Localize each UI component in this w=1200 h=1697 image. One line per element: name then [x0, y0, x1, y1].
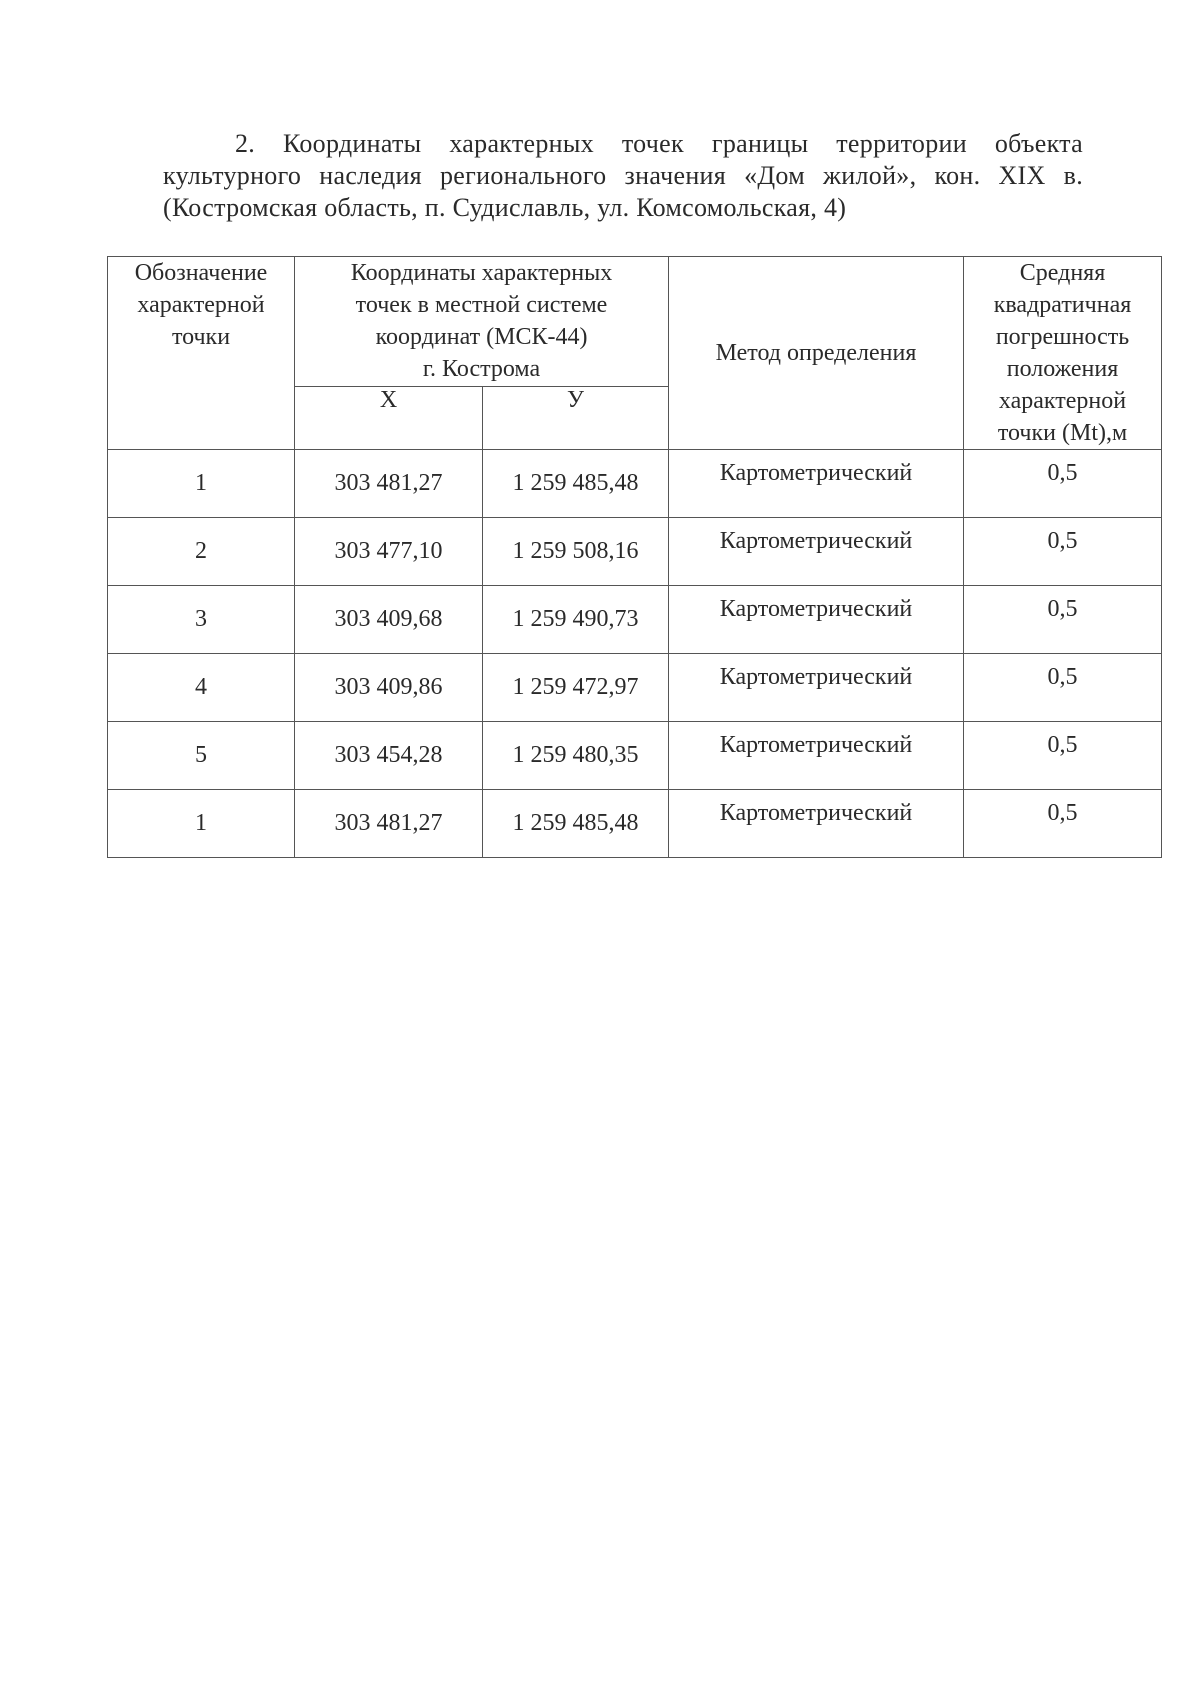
table-row — [108, 586, 1162, 654]
y-cell: 1 259 485,48 — [483, 790, 669, 858]
point-cell: 5 — [108, 722, 295, 790]
method-cell: Картометрический — [669, 790, 964, 858]
heading-line-3: (Костромская область, п. Судиславль, ул. Комсомольская, 4) — [163, 193, 847, 222]
point-cell: 1 — [108, 450, 295, 518]
table-row — [108, 654, 1162, 722]
x-cell: 303 481,27 — [295, 790, 483, 858]
table-row — [108, 790, 1162, 858]
error-cell: 0,5 — [964, 790, 1162, 858]
error-cell: 0,5 — [964, 518, 1162, 586]
method-cell: Картометрический — [669, 450, 964, 518]
heading-line-1: 2. Координаты характерных точек границы территории объекта — [235, 129, 1083, 158]
header-point-designation: Обозначение характерной точки — [108, 257, 295, 450]
header-coordinates: Координаты характерных точек в местной системе координат (МСК-44) г. Кострома — [295, 257, 669, 387]
x-cell: 303 481,27 — [295, 450, 483, 518]
table-row — [108, 722, 1162, 790]
error-cell: 0,5 — [964, 722, 1162, 790]
x-cell: 303 454,28 — [295, 722, 483, 790]
error-cell: 0,5 — [964, 450, 1162, 518]
table-row — [108, 450, 1162, 518]
error-cell: 0,5 — [964, 654, 1162, 722]
section-heading — [163, 128, 1083, 224]
heading-line-2: культурного наследия регионального значения «Дом жилой», кон. XIX в. — [163, 161, 1083, 190]
method-cell: Картометрический — [669, 722, 964, 790]
y-cell: 1 259 508,16 — [483, 518, 669, 586]
y-cell: 1 259 490,73 — [483, 586, 669, 654]
header-method: Метод определения — [669, 257, 964, 450]
header-x: X — [295, 386, 483, 449]
x-cell: 303 477,10 — [295, 518, 483, 586]
header-y: У — [483, 386, 669, 449]
error-cell: 0,5 — [964, 586, 1162, 654]
x-cell: 303 409,86 — [295, 654, 483, 722]
point-cell: 2 — [108, 518, 295, 586]
y-cell: 1 259 480,35 — [483, 722, 669, 790]
point-cell: 4 — [108, 654, 295, 722]
point-cell: 1 — [108, 790, 295, 858]
table-row — [108, 518, 1162, 586]
method-cell: Картометрический — [669, 518, 964, 586]
x-cell: 303 409,68 — [295, 586, 483, 654]
y-cell: 1 259 472,97 — [483, 654, 669, 722]
y-cell: 1 259 485,48 — [483, 450, 669, 518]
method-cell: Картометрический — [669, 586, 964, 654]
method-cell: Картометрический — [669, 654, 964, 722]
point-cell: 3 — [108, 586, 295, 654]
coordinates-table — [107, 256, 1162, 858]
header-mean-square-error: Средняя квадратичная погрешность положения характерной точки (Mt),м — [964, 257, 1162, 450]
